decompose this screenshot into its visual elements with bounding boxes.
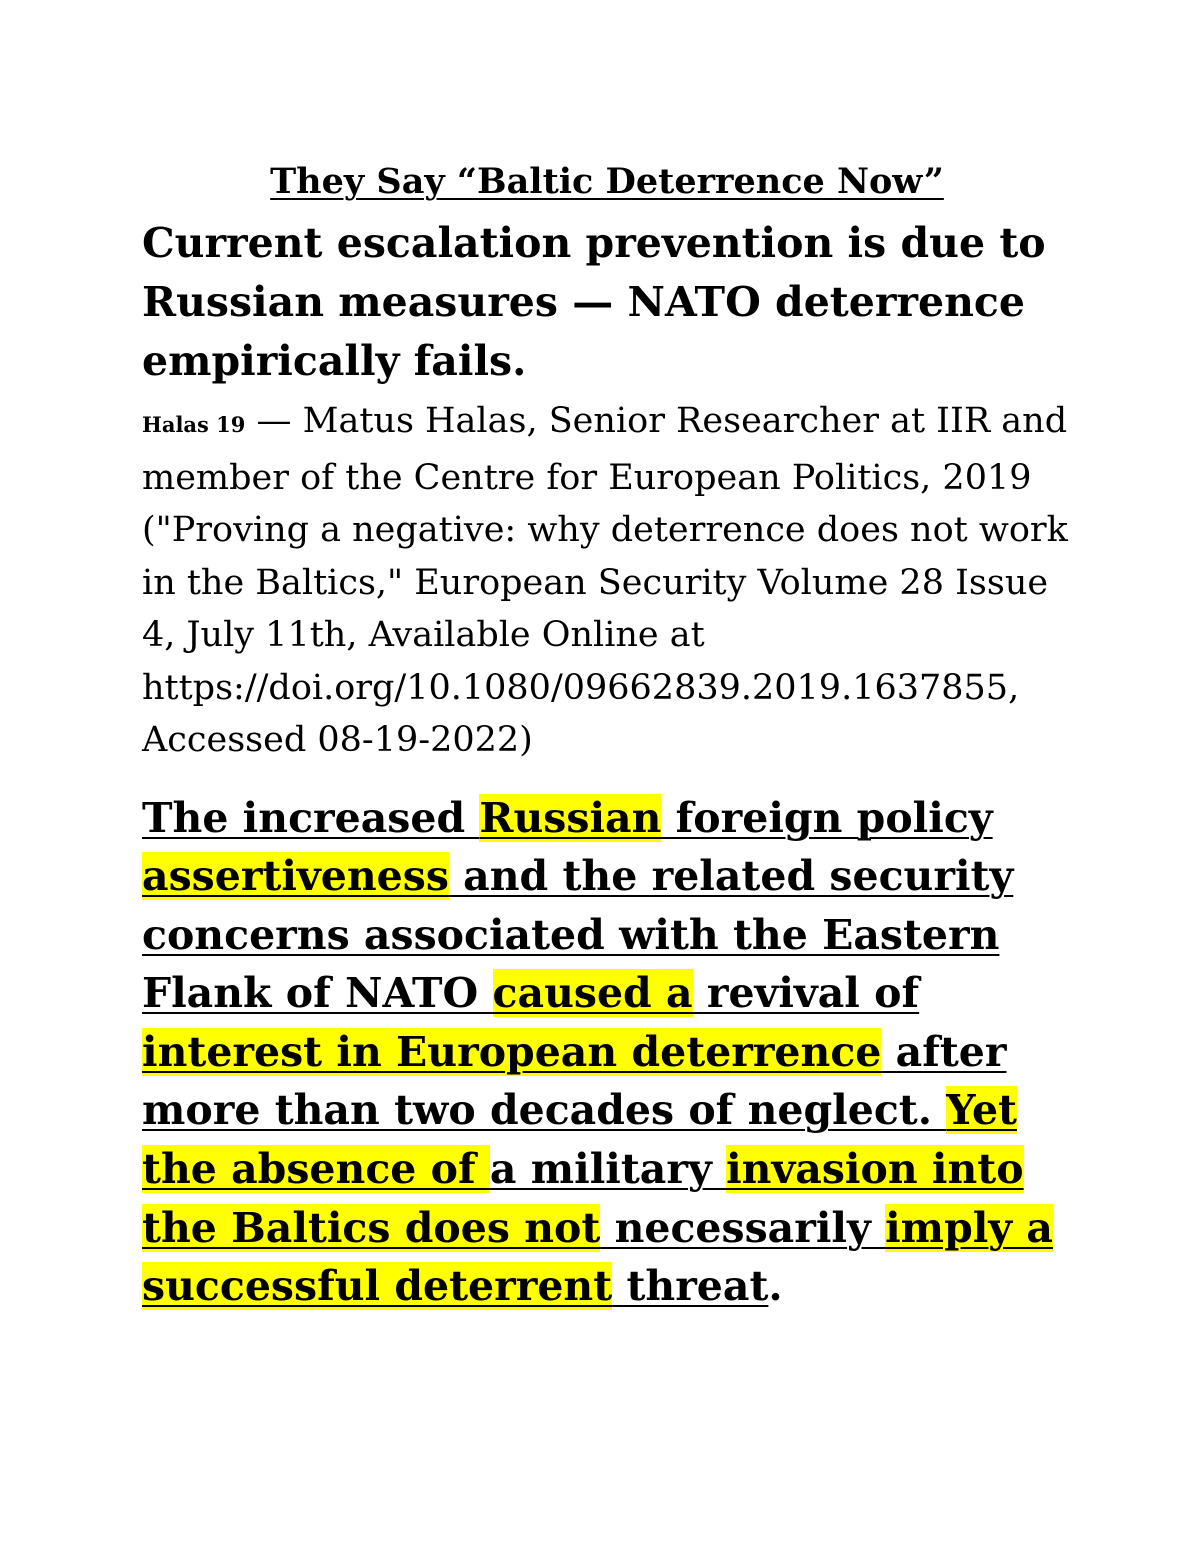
card-segment: threat [612, 1262, 769, 1311]
card-segment: revival of [692, 969, 920, 1018]
citation-body: — Matus Halas, Senior Researcher at IIR and member of the Centre for European Politics, 2019 ("Proving a negative: why deterrence does not work in the Baltics," European Security Volume 28 Issue 4, July 11th, Available Online at https://doi.org/10.1080/09662839.2019.1637855, Accessed 08-19-2022) [142, 401, 1068, 760]
argument-tag: Current escalation prevention is due to Russian measures — NATO deterrence empirically fails. [142, 219, 1046, 385]
card-segment: caused a [492, 969, 693, 1018]
citation [142, 395, 1072, 767]
card-segment: necessarily [600, 1203, 886, 1252]
card-segment: a military [489, 1145, 727, 1194]
card-segment: Russian [479, 793, 662, 842]
card-text [142, 789, 1072, 1316]
card-segment: . [768, 1262, 783, 1311]
card-segment: foreign policy [661, 793, 993, 842]
card-segment: Yet the absence of [142, 1086, 1017, 1194]
card-segment: invasion into the Baltics does not [142, 1145, 1024, 1252]
document-page [142, 150, 1072, 1316]
card-segment: The increased [142, 793, 480, 842]
card-segment: interest in European deterrence [142, 1027, 882, 1076]
citation-author: Halas 19 [142, 412, 246, 437]
card-segment: and the related security concerns associated with the Eastern Flank of NATO [142, 852, 1014, 1018]
card-segment: after more than two decades of neglect. [142, 1027, 1007, 1135]
card-segment: assertiveness [142, 852, 449, 901]
block-heading: They Say “Baltic Deterrence Now” [270, 161, 944, 202]
card-segment: imply a successful deterrent [142, 1203, 1053, 1311]
